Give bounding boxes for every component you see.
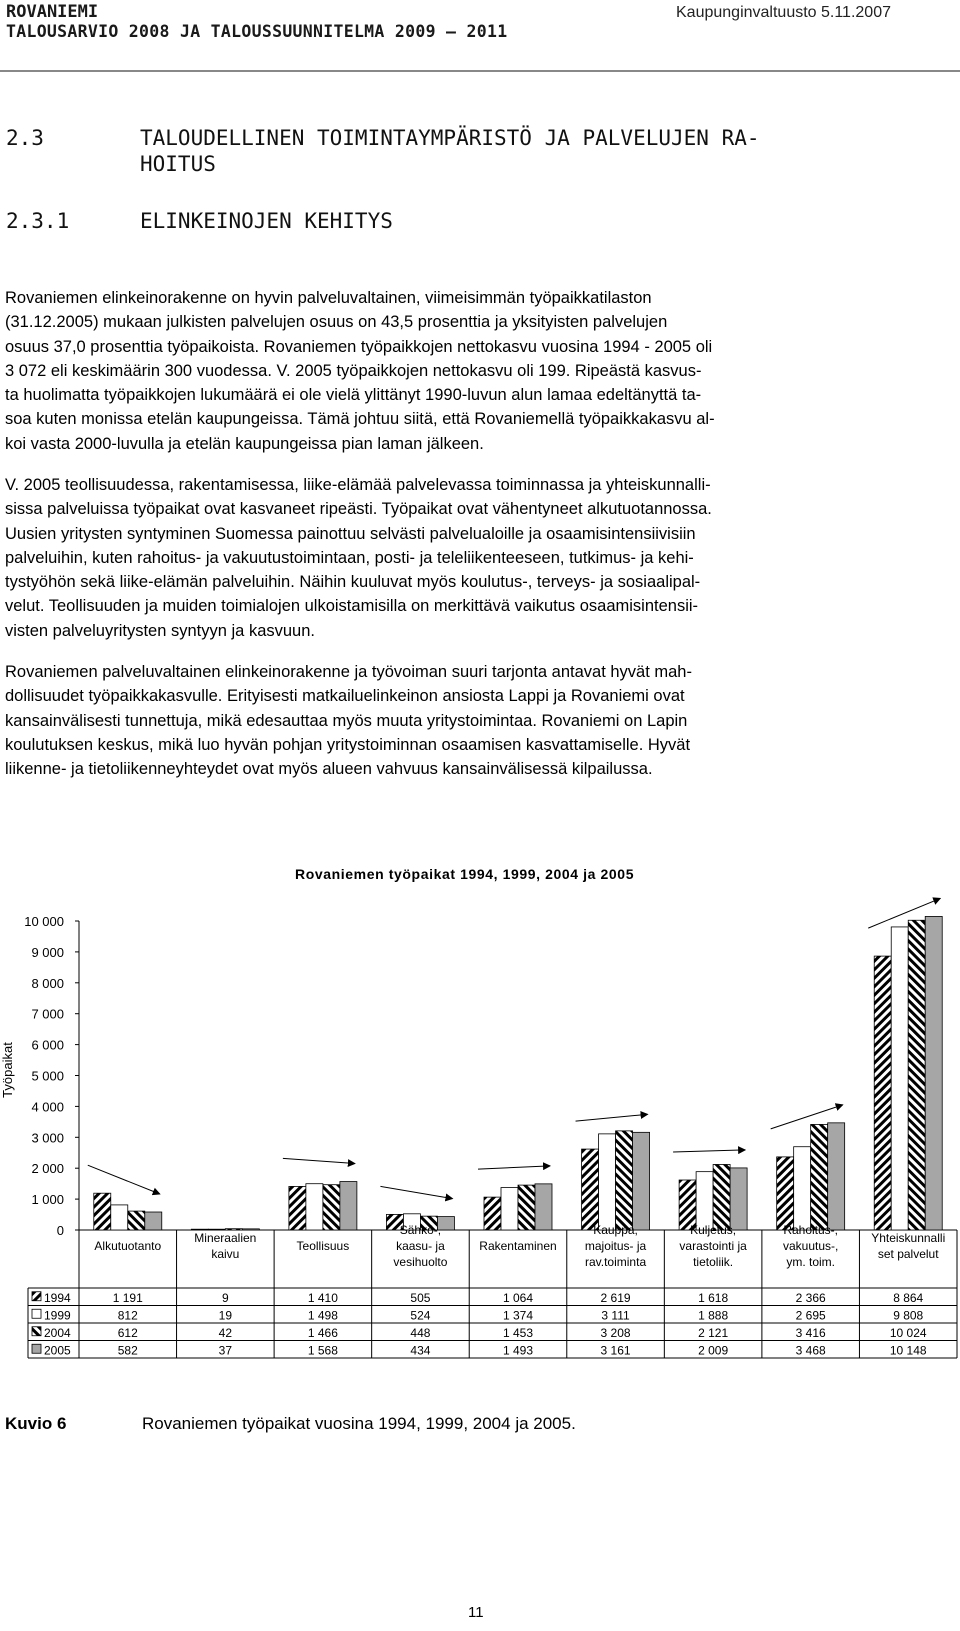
bar-1994 bbox=[582, 1149, 599, 1230]
table-cell: 9 bbox=[221, 1290, 229, 1305]
category-label: kaivu bbox=[211, 1247, 240, 1261]
category-label: Teollisuus bbox=[296, 1239, 350, 1253]
subsection-title: ELINKEINOJEN KEHITYS bbox=[140, 209, 393, 233]
legend-label-2005: 2005 bbox=[44, 1343, 71, 1358]
legend-swatch-2004 bbox=[32, 1327, 41, 1336]
bar-2005 bbox=[340, 1182, 357, 1230]
bar-1999 bbox=[891, 927, 908, 1230]
category-label: kaasu- ja bbox=[396, 1239, 445, 1253]
table-cell: 812 bbox=[117, 1308, 138, 1323]
table-cell: 448 bbox=[410, 1325, 431, 1340]
trend-arrow bbox=[673, 1150, 745, 1152]
bar-1994 bbox=[94, 1193, 111, 1230]
header-org: ROVANIEMI bbox=[6, 2, 99, 22]
table-cell: 1 888 bbox=[698, 1308, 729, 1323]
table-cell: 1 493 bbox=[502, 1343, 534, 1358]
category-label: rav.toiminta bbox=[584, 1255, 647, 1269]
table-cell: 1 191 bbox=[112, 1290, 143, 1305]
table-cell: 3 161 bbox=[600, 1343, 631, 1358]
category-label: tietoliik. bbox=[693, 1255, 734, 1269]
legend-label-2004: 2004 bbox=[44, 1325, 71, 1340]
bar-1994 bbox=[777, 1157, 794, 1230]
table-cell: 10 024 bbox=[889, 1325, 927, 1340]
trend-arrow bbox=[576, 1114, 648, 1121]
table-cell: 3 208 bbox=[600, 1325, 631, 1340]
y-axis-title: Työpaikat bbox=[0, 1042, 15, 1098]
table-cell: 1 618 bbox=[698, 1290, 729, 1305]
header-meeting: Kaupunginvaltuusto 5.11.2007 bbox=[676, 4, 891, 21]
table-cell: 1 374 bbox=[502, 1308, 534, 1323]
table-cell: 1 410 bbox=[307, 1290, 338, 1305]
paragraph-3: Rovaniemen palveluvaltainen elinkeinorakenne ja työvoiman suuri tarjonta antavat hyvät mah- dollisuudet työpaikkakasvulle. Erityisesti matkailuelinkeinon ansiosta Lappi ja Rovaniemi ovat kansainvälisesti tunnettuja, mikä edesauttaa myös muuta yritystoimintaa. Rovaniemi on Lapin koulutuksen keskus, mikä luo hyvän pohjan yritystoiminnan osaamisen kasvattamiselle. Hyvät liikenne- ja tietoliikenneyhteydet ovat myös alueen vahvuus kansainvälisessä kilpailussa. bbox=[5, 663, 692, 779]
bar-2005 bbox=[828, 1123, 845, 1230]
bar-2004 bbox=[518, 1185, 535, 1230]
page-number: 11 bbox=[468, 1604, 484, 1621]
category-label: varastointi ja bbox=[679, 1239, 747, 1253]
category-label: majoitus- ja bbox=[584, 1239, 647, 1253]
legend-label-1994: 1994 bbox=[44, 1290, 71, 1305]
table-cell: 582 bbox=[117, 1343, 138, 1358]
y-tick-label: 5 000 bbox=[31, 1068, 64, 1084]
bar-2004 bbox=[225, 1229, 242, 1230]
table-cell: 3 111 bbox=[601, 1308, 630, 1323]
table-cell: 1 453 bbox=[502, 1325, 534, 1340]
bar-1994 bbox=[289, 1186, 306, 1230]
header-rule bbox=[0, 70, 960, 72]
y-tick-label: 4 000 bbox=[31, 1099, 64, 1115]
y-tick-label: 8 000 bbox=[31, 975, 64, 991]
y-tick-label: 10 000 bbox=[24, 914, 64, 929]
category-label: vakuutus-, bbox=[782, 1239, 839, 1253]
bar-2004 bbox=[713, 1164, 730, 1230]
section-title-line2: HOITUS bbox=[140, 152, 216, 176]
trend-arrow bbox=[380, 1186, 452, 1198]
bar-1999 bbox=[794, 1147, 811, 1230]
bar-2005 bbox=[242, 1229, 259, 1230]
category-label: Yhteiskunnalli bbox=[871, 1231, 946, 1245]
table-cell: 2 009 bbox=[698, 1343, 729, 1358]
bar-2004 bbox=[323, 1185, 340, 1230]
bar-2004 bbox=[811, 1124, 828, 1230]
category-label: Rakentaminen bbox=[479, 1239, 557, 1253]
legend-swatch-2005 bbox=[32, 1344, 41, 1353]
figure-caption: Rovaniemen työpaikat vuosina 1994, 1999, 2004 ja 2005. bbox=[142, 1414, 576, 1433]
trend-arrow bbox=[88, 1165, 160, 1194]
category-label: Kauppa, bbox=[593, 1223, 638, 1237]
table-cell: 612 bbox=[117, 1325, 138, 1340]
table-cell: 3 468 bbox=[795, 1343, 826, 1358]
table-cell: 1 568 bbox=[307, 1343, 338, 1358]
category-label: set palvelut bbox=[877, 1247, 939, 1261]
category-label: ym. toim. bbox=[786, 1255, 836, 1269]
trend-arrow bbox=[283, 1158, 355, 1163]
category-label: Alkutuotanto bbox=[94, 1239, 162, 1253]
legend-label-1999: 1999 bbox=[44, 1308, 71, 1323]
bar-2005 bbox=[145, 1212, 162, 1230]
category-label: Kuljetus, bbox=[690, 1223, 737, 1237]
bar-2004 bbox=[908, 920, 925, 1230]
table-cell: 505 bbox=[410, 1290, 431, 1305]
header-doc-title: TALOUSARVIO 2008 JA TALOUSSUUNNITELMA 2009 – 2011 bbox=[6, 22, 508, 41]
section-title-line1: TALOUDELLINEN TOIMINTAYMPÄRISTÖ JA PALVELUJEN RA- bbox=[140, 126, 760, 150]
bar-1994 bbox=[874, 956, 891, 1230]
y-tick-label: 6 000 bbox=[31, 1037, 64, 1053]
table-cell: 37 bbox=[218, 1343, 233, 1358]
y-tick-label: 0 bbox=[56, 1223, 64, 1238]
table-cell: 10 148 bbox=[889, 1343, 927, 1358]
bar-1999 bbox=[599, 1134, 616, 1230]
table-cell: 434 bbox=[410, 1343, 431, 1358]
bar-1994 bbox=[191, 1229, 208, 1230]
category-label: Sähkö-, bbox=[399, 1223, 442, 1237]
bar-1999 bbox=[111, 1205, 128, 1230]
y-tick-label: 7 000 bbox=[31, 1006, 64, 1022]
bar-1999 bbox=[306, 1184, 323, 1230]
table-cell: 2 695 bbox=[795, 1308, 826, 1323]
category-label: Mineraalien bbox=[194, 1231, 257, 1245]
bar-1999 bbox=[696, 1172, 713, 1230]
bar-2005 bbox=[925, 916, 942, 1230]
table-cell: 19 bbox=[218, 1308, 233, 1323]
bar-2005 bbox=[730, 1168, 747, 1230]
bar-1999 bbox=[208, 1229, 225, 1230]
bar-1999 bbox=[501, 1188, 518, 1230]
bar-2005 bbox=[633, 1132, 650, 1230]
table-cell: 1 064 bbox=[502, 1290, 534, 1305]
table-cell: 2 366 bbox=[795, 1290, 826, 1305]
subsection-number: 2.3.1 bbox=[6, 209, 70, 233]
legend-swatch-1994 bbox=[32, 1292, 41, 1301]
y-tick-label: 9 000 bbox=[31, 944, 64, 960]
y-tick-label: 3 000 bbox=[31, 1130, 64, 1146]
trend-arrow bbox=[478, 1166, 550, 1169]
table-cell: 2 121 bbox=[698, 1325, 729, 1340]
bar-2004 bbox=[616, 1131, 633, 1230]
table-cell: 1 466 bbox=[307, 1325, 338, 1340]
table-cell: 9 808 bbox=[893, 1308, 924, 1323]
y-tick-label: 2 000 bbox=[31, 1161, 64, 1177]
category-label: vesihuolto bbox=[393, 1255, 448, 1269]
table-cell: 8 864 bbox=[893, 1290, 924, 1305]
table-cell: 3 416 bbox=[795, 1325, 826, 1340]
legend-swatch-1999 bbox=[32, 1309, 41, 1318]
bar-1994 bbox=[484, 1197, 501, 1230]
chart-title: Rovaniemen työpaikat 1994, 1999, 2004 ja 2005 bbox=[295, 866, 635, 882]
paragraph-2: V. 2005 teollisuudessa, rakentamisessa, liike-elämää palvelevassa toiminnassa ja yhteiskunnalli- sissa palveluissa työpaikat ovat kasvaneet ripeästi. Työpaikat ovat vähentyneet alkutuotannossa. Uusien yritysten syntyminen Suomessa painottuu selvästi palvelualoille ja osaamisintensiivisiin palveluihin, kuten rahoitus- ja vakuutustoimintaan, posti- ja teleliikenteeseen, tutkimus- ja kehi- tystyöhön sekä liike-elämän palveluihin. Näihin kuuluvat myös koulutus-, terveys- ja sosiaalipal- velut. Teollisuuden ja muiden toimialojen ulkoistamisilla on merkittävä vaikutus osaamisintensii- visten palveluyritysten syntyyn ja kasvuun. bbox=[5, 476, 712, 640]
paragraph-1: Rovaniemen elinkeinorakenne on hyvin palveluvaltainen, viimeisimmän työpaikkatilaston (31.12.2005) mukaan julkisten palvelujen osuus on 43,5 prosenttia ja yksityisten palvelujen osuus 37,0 prosenttia työpaikoista. Rovaniemen työpaikkojen nettokasvu vuosina 1994 - 2005 oli 3 072 eli keskimäärin 300 vuodessa. V. 2005 työpaikkojen nettokasvu oli 199. Ripeästä kasvus- ta huolimatta työpaikkojen lukumäärä ei ole vielä ylittänyt 1990-luvun alun lamaa edeltänyttä ta- soa kuten monissa etelän kaupungeissa. Tämä johtuu siitä, että Rovaniemellä työpaikkakasvu al- koi vasta 2000-luvulla ja etelän kaupungeissa pian laman jälkeen. bbox=[5, 289, 715, 453]
y-tick-label: 1 000 bbox=[31, 1192, 64, 1208]
section-number: 2.3 bbox=[6, 126, 44, 150]
table-cell: 1 498 bbox=[307, 1308, 338, 1323]
figure-label: Kuvio 6 bbox=[5, 1414, 67, 1433]
category-label: Rahoitus-, bbox=[783, 1223, 839, 1237]
table-cell: 42 bbox=[218, 1325, 233, 1340]
employment-chart bbox=[0, 900, 960, 1358]
bar-2004 bbox=[128, 1211, 145, 1230]
bar-2005 bbox=[535, 1184, 552, 1230]
table-cell: 524 bbox=[410, 1308, 431, 1323]
table-cell: 2 619 bbox=[600, 1290, 631, 1305]
